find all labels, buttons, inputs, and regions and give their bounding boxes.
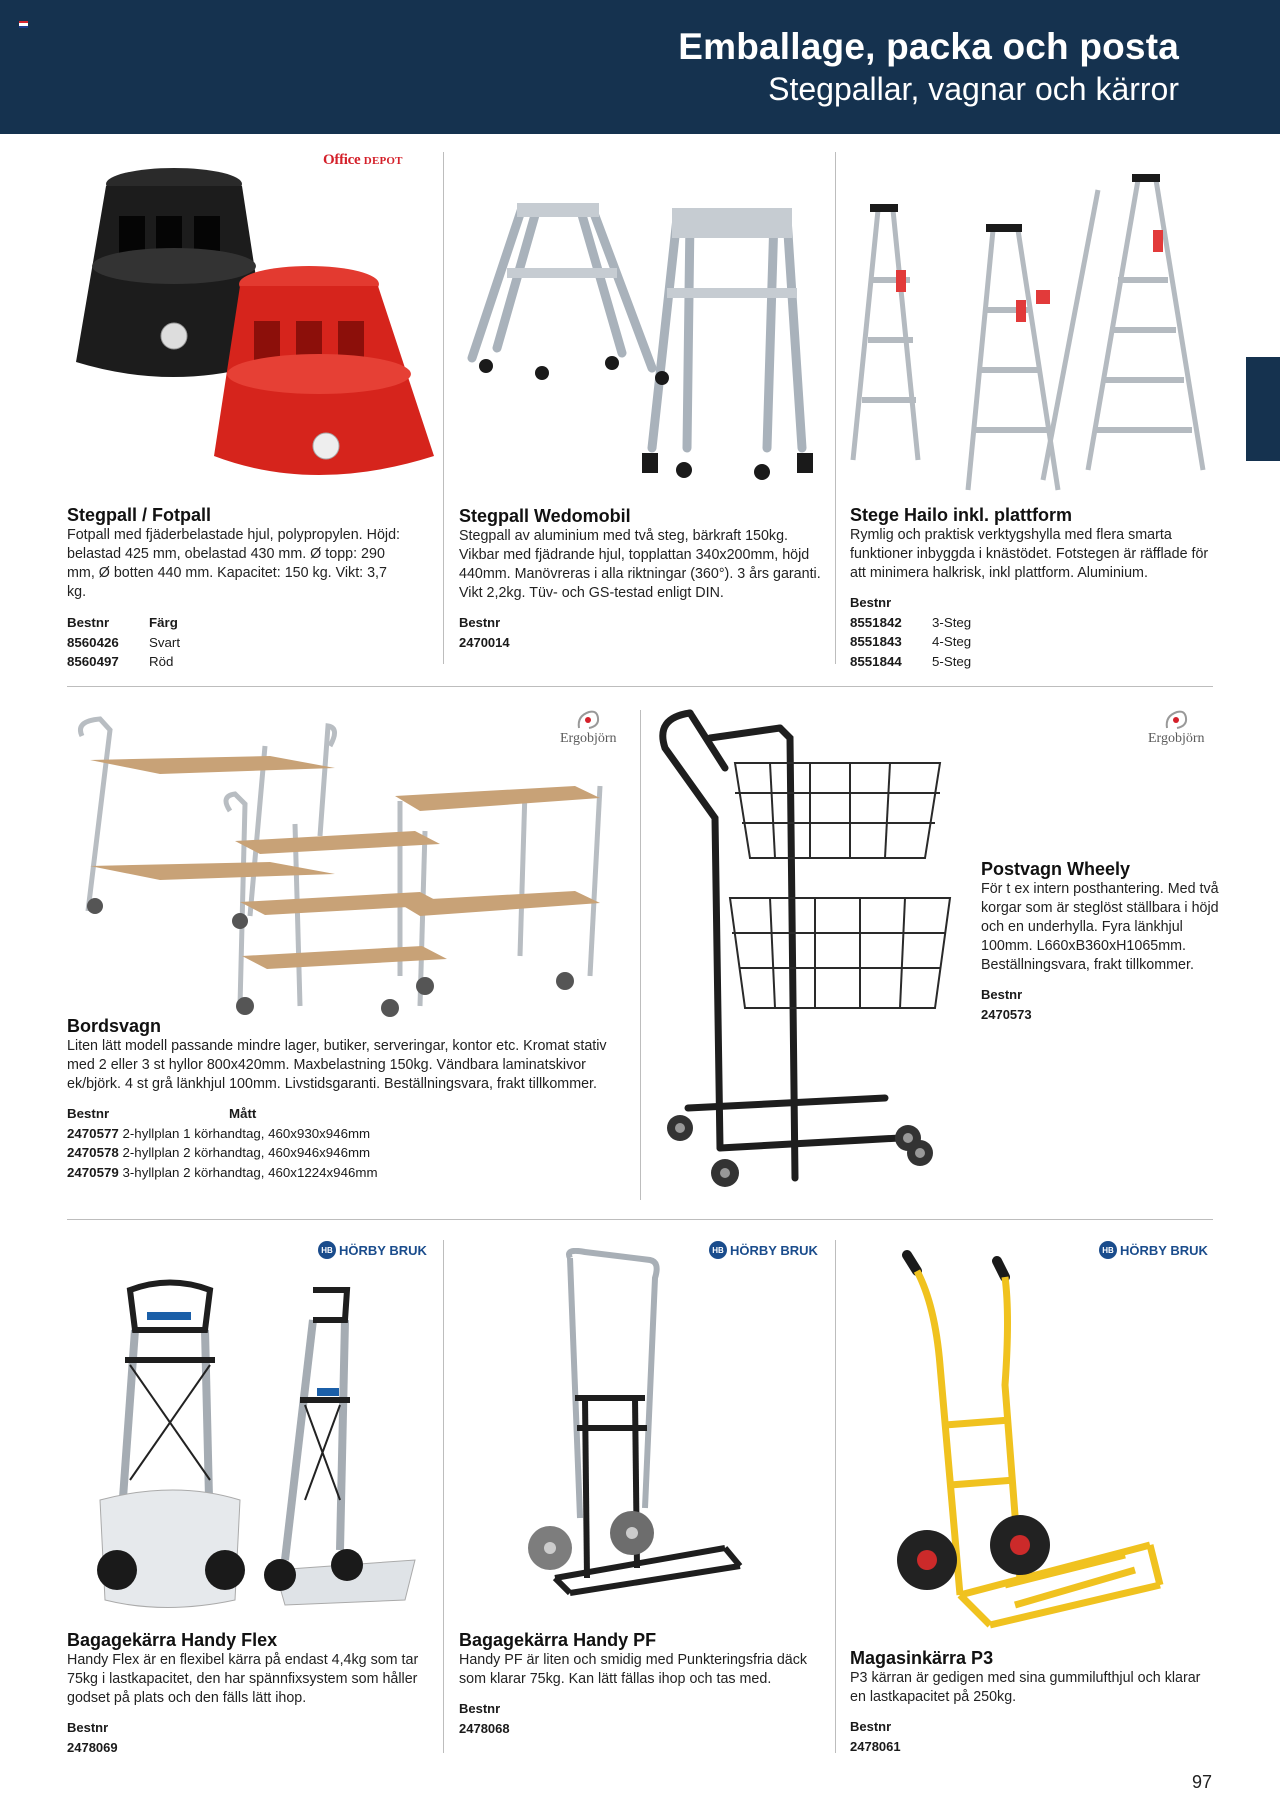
product-description: Handy Flex är en flexibel kärra på endast 4,4kg som tar 75kg i lastkapacitet, den har spännfixsystem som håller godset på plats och den fälls lätt ihop.: [67, 1652, 419, 1706]
product-title: Stegpall / Fotpall: [67, 505, 212, 525]
article-number: 2470578: [67, 1145, 119, 1160]
product-description: P3 kärran är gedigen med sina gummilufthjul och klarar en lastkapacitet på 250kg.: [850, 1670, 1201, 1705]
product-description: Handy PF är liten och smidig med Punkteringsfria däck som klarar 75kg. Kan lätt fällas ihop och tas med.: [459, 1652, 808, 1687]
order-table: [459, 613, 829, 652]
article-shelves: 2-hyllplan: [122, 1145, 180, 1160]
product-title: Bordsvagn: [67, 1016, 162, 1036]
table-row: [67, 1124, 378, 1144]
column-divider: [443, 1240, 444, 1753]
row-divider: [67, 686, 1213, 687]
column-divider: [443, 152, 444, 664]
product-wedomobil: [459, 506, 829, 652]
horby-bruk-mark-icon: HB: [709, 1241, 727, 1259]
wedomobil-stool-image: [462, 198, 822, 488]
product-description: Fotpall med fjäderbelastade hjul, polypropylen. Höjd: belastad 425 mm, obelastad 430 mm. Ø topp: 290 mm, Ø botten 440 mm. Kapacitet: 150 kg. Vikt: 3,7 kg.: [67, 527, 400, 600]
article-number: 8551842: [850, 614, 902, 630]
table-row: [67, 1163, 378, 1183]
article-number: 2478061: [850, 1738, 901, 1754]
table-row: [850, 632, 971, 652]
page-header: [0, 0, 1280, 134]
order-table: [459, 1699, 829, 1738]
page-number: 97: [1191, 1772, 1212, 1792]
product-bordsvagn: [67, 1016, 627, 1182]
column-header: Bestnr: [459, 1701, 501, 1716]
table-row: [850, 613, 971, 633]
ergobjorn-logo: Ergobjörn: [1148, 708, 1205, 747]
side-chapter-tab: [1246, 357, 1280, 461]
article-number: 2478068: [459, 1720, 510, 1736]
table-row: [850, 652, 971, 672]
column-divider: [640, 710, 641, 1200]
ergobjorn-mark-icon: [1163, 708, 1189, 730]
hailo-ladder-image: [848, 170, 1212, 500]
article-size: 2 körhandtag, 460x1224x946mm: [183, 1164, 378, 1180]
horby-bruk-logo: HB HÖRBY BRUK: [318, 1241, 427, 1259]
article-number: 2470014: [459, 634, 510, 650]
article-size: 2 körhandtag, 460x946x946mm: [183, 1145, 371, 1160]
article-number: 8551843: [850, 634, 902, 649]
handy-pf-trolley-image: [525, 1248, 755, 1608]
horby-bruk-logo: HB HÖRBY BRUK: [709, 1241, 818, 1259]
order-table: [850, 593, 1220, 671]
product-description: För t ex intern posthantering. Med två korgar som är steglöst ställbara i höjd och en underhylla. Fyra länkhjul 100mm. L660xB360xH1065mm. Beställningsvara, frakt tillkommer.: [981, 881, 1219, 973]
order-table: [67, 1104, 627, 1182]
column-header: Mått: [229, 1106, 257, 1121]
bordsvagn-cart-image: [70, 716, 610, 1022]
horby-bruk-mark-icon: HB: [318, 1241, 336, 1259]
column-header: Bestnr: [850, 595, 892, 610]
product-title: Postvagn Wheely: [981, 859, 1131, 879]
article-number: 2478069: [67, 1739, 118, 1755]
section-title: Emballage, packa och posta: [678, 26, 1179, 67]
article-number: 2470579: [67, 1164, 119, 1180]
ergobjorn-logo: Ergobjörn: [560, 708, 617, 747]
p3-trolley-image: [895, 1245, 1165, 1630]
column-header: Bestnr: [67, 1720, 109, 1735]
handy-flex-trolley-image: [85, 1270, 435, 1620]
column-header: Bestnr: [850, 1719, 892, 1734]
article-value: Röd: [149, 654, 174, 669]
product-title: Magasinkärra P3: [850, 1648, 994, 1668]
article-number: 8560497: [67, 654, 119, 669]
step-stool-image: [64, 156, 438, 486]
product-title: Stege Hailo inkl. plattform: [850, 505, 1073, 525]
row-divider: [67, 1219, 1213, 1220]
product-description: Stegpall av aluminium med två steg, bärkraft 150kg. Vikbar med fjädrande hjul, topplattan 340x200mm, höjd 440mm. Manövreras i alla riktningar (360°). 3 års garanti. Vikt 2,2kg. Tüv- och GS-testad enligt DIN.: [459, 528, 821, 601]
table-row: [67, 652, 180, 672]
column-divider: [835, 1240, 836, 1753]
article-value: Svart: [149, 634, 181, 650]
column-header: Bestnr: [67, 1106, 110, 1121]
table-row: [67, 1143, 378, 1163]
product-title: Bagagekärra Handy Flex: [67, 1630, 278, 1650]
order-table: [850, 1717, 1220, 1756]
column-divider: [835, 152, 836, 664]
article-shelves: 2-hyllplan: [122, 1125, 180, 1141]
product-title: Stegpall Wedomobil: [459, 506, 631, 526]
product-p3: [850, 1648, 1220, 1756]
order-table: [67, 613, 407, 672]
product-description: Liten lätt modell passande mindre lager, butiker, serveringar, kontor etc. Kromat stativ med 2 eller 3 st hyllor 800x420mm. Maxbelastning 150kg. Vändbara laminatskivor ek/björk. 4 st grå länkhjul 100mm. Livstidsgaranti. Beställningsvara, frakt tillkommer.: [67, 1038, 607, 1092]
product-title: Bagagekärra Handy PF: [459, 1630, 657, 1650]
order-table: [67, 1718, 437, 1757]
product-description: Rymlig och praktisk verktygshylla med flera smarta funktioner inbyggda i knästödet. Fotstegen är räfflade för att minimera halkrisk, inkl plattform. Aluminium.: [850, 527, 1209, 581]
column-header: Bestnr: [981, 987, 1023, 1002]
column-header: Bestnr: [459, 615, 501, 630]
horby-bruk-mark-icon: HB: [1099, 1241, 1117, 1259]
column-header: Färg: [149, 615, 178, 630]
product-handy-flex: [67, 1630, 437, 1757]
product-handy-pf: [459, 1630, 829, 1738]
product-stegpall: [67, 505, 407, 672]
article-number: 2470577: [67, 1125, 119, 1141]
article-size: 1 körhandtag, 460x930x946mm: [183, 1125, 371, 1141]
article-number: 2470573: [981, 1006, 1032, 1022]
order-table: [981, 985, 1221, 1024]
product-wheely: [981, 859, 1221, 1024]
table-row: [67, 633, 180, 653]
article-value: 4-Steg: [932, 634, 972, 649]
office-depot-logo: Office DEPOT: [323, 152, 403, 168]
article-number: 8551844: [850, 653, 902, 669]
product-hailo: [850, 505, 1220, 671]
article-number: 8560426: [67, 634, 119, 650]
section-subtitle: Stegpallar, vagnar och kärror: [768, 71, 1179, 107]
article-value: 3-Steg: [932, 614, 972, 630]
language-flag-icon: [19, 21, 28, 28]
article-value: 5-Steg: [932, 653, 972, 669]
column-header: Bestnr: [67, 615, 110, 630]
horby-bruk-logo: HB HÖRBY BRUK: [1099, 1241, 1208, 1259]
article-shelves: 3-hyllplan: [122, 1164, 180, 1180]
wheely-trolley-image: [650, 708, 960, 1198]
